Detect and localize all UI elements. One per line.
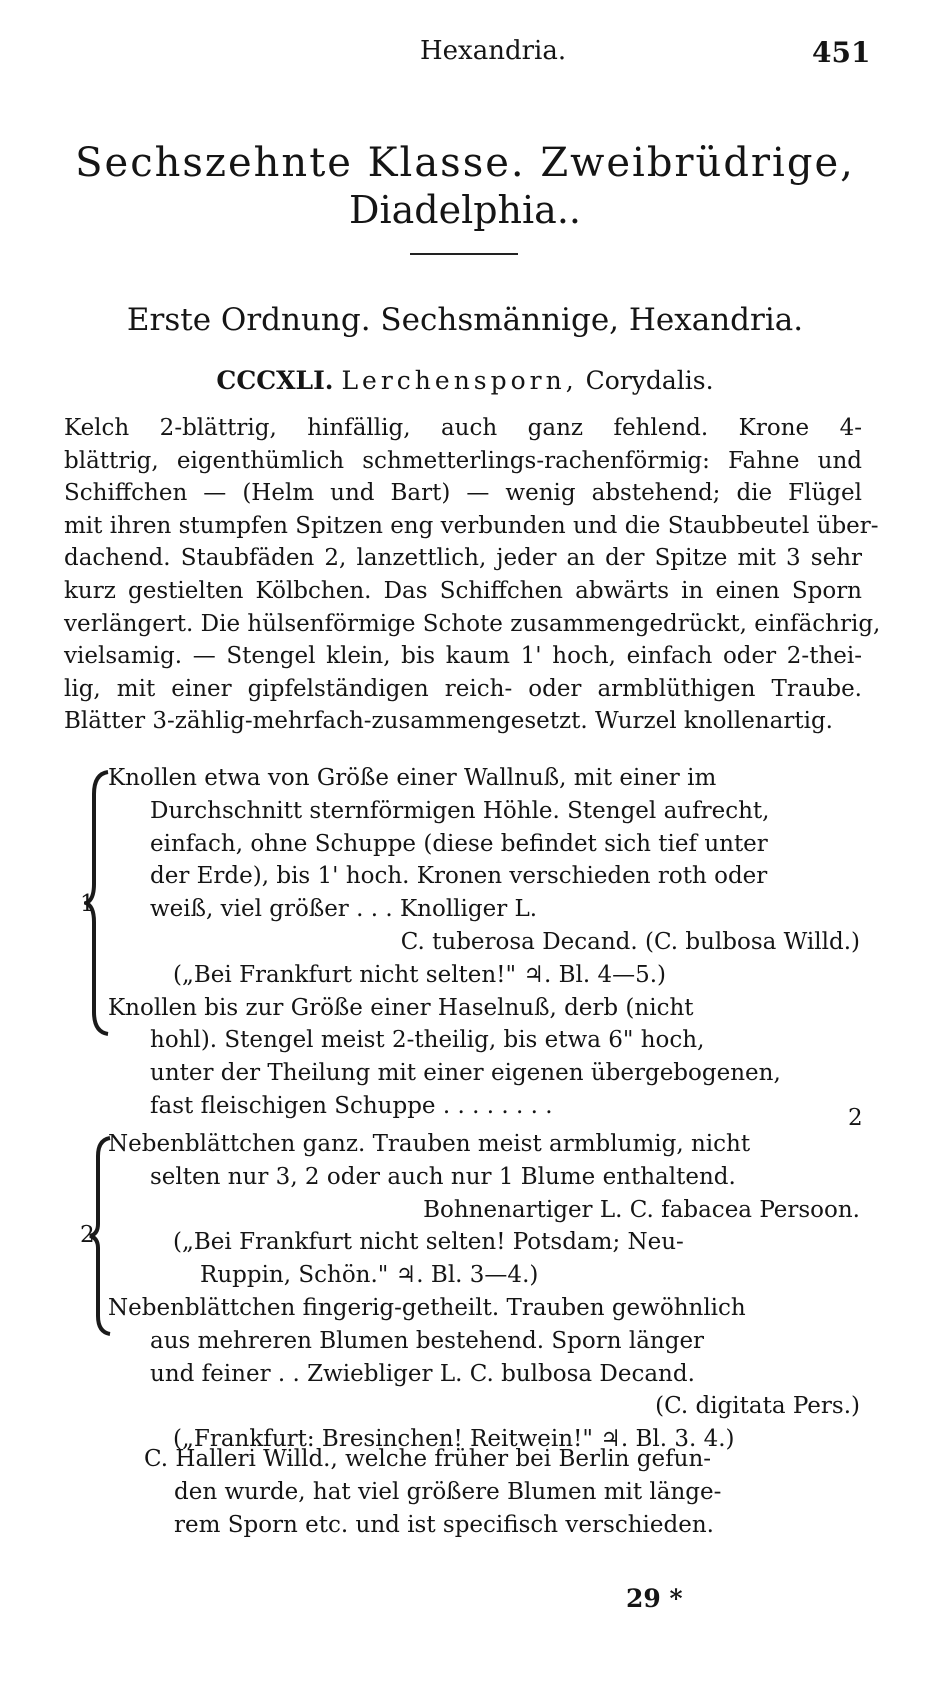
page-number: 451 — [812, 36, 871, 69]
couplet-2-number: 2 — [80, 1222, 95, 1248]
description-line: verlängert. Die hülsenförmige Schote zusammengedrückt, einfächrig, — [64, 610, 881, 637]
key-line: weiß, viel größer . . . Knolliger L. — [150, 896, 538, 923]
key-line: Knollen bis zur Größe einer Haselnuß, derb (nicht — [108, 994, 694, 1021]
remark-line: den wurde, hat viel größere Blumen mit länge- — [174, 1478, 722, 1505]
description-line: Schiffchen — (Helm und Bart) — wenig abstehend; die Flügel — [64, 480, 862, 507]
signature-mark: 29 * — [626, 1584, 683, 1613]
description-line: mit ihren stumpfen Spitzen eng verbunden und die Staubbeutel über- — [64, 512, 879, 539]
description-line: blättrig, eigenthümlich schmetterlings-rachenförmig: Fahne und — [64, 447, 862, 474]
genus-description — [64, 412, 881, 738]
genus-latin-name: Corydalis. — [585, 366, 714, 395]
genus-german-name: Lerchensporn, — [341, 366, 578, 395]
species-name: Bohnenartiger L. C. fabacea Persoon. — [423, 1196, 860, 1223]
description-line: vielsamig. — Stengel klein, bis kaum 1' hoch, einfach oder 2-thei- — [64, 643, 862, 670]
key-line: Knollen etwa von Größe einer Wallnuß, mit einer im — [108, 765, 717, 791]
species-synonym: (C. digitata Pers.) — [655, 1393, 860, 1420]
key-line: fast fleischigen Schuppe . . . . . . . . — [150, 1092, 553, 1119]
key-line: Durchschnitt sternförmigen Höhle. Stengel aufrecht, — [150, 797, 770, 824]
key-line: hohl). Stengel meist 2-theilig, bis etwa 6" hoch, — [150, 1027, 705, 1054]
key-couplet-1 — [108, 762, 860, 1123]
key-line: Nebenblättchen ganz. Trauben meist armblumig, nicht — [108, 1131, 751, 1157]
species-name: C. tuberosa Decand. (C. bulbosa Willd.) — [400, 928, 860, 955]
lead-reference-number: 2 — [848, 1105, 863, 1131]
description-line: dachend. Staubfäden 2, lanzettlich, jeder an der Spitze mit 3 sehr — [64, 545, 862, 572]
class-title-line-2: Diadelphia.. — [348, 188, 581, 232]
title-rule — [410, 253, 518, 255]
genus-number: CCCXLI. — [216, 366, 334, 395]
key-line: und feiner . . Zwiebliger L. C. bulbosa Decand. — [150, 1360, 695, 1387]
key-line: einfach, ohne Schuppe (diese befindet sich tief unter — [150, 830, 768, 857]
description-line: Kelch 2-blättrig, hinfällig, auch ganz fehlend. Krone 4- — [64, 415, 862, 441]
remark-line: C. Halleri Willd., welche früher bei Berlin gefun- — [144, 1446, 712, 1472]
locality-note: („Frankfurt: Bresinchen! Reitwein!" ♃. Bl. 3. 4.) — [173, 1426, 735, 1453]
order-heading: Erste Ordnung. Sechsmännige, Hexandria. — [126, 302, 804, 338]
running-head — [0, 36, 930, 76]
key-line: aus mehreren Blumen bestehend. Sporn länger — [150, 1327, 705, 1354]
running-title: Hexandria. — [420, 36, 567, 66]
description-line: kurz gestielten Kölbchen. Das Schiffchen abwärts in einen Sporn — [64, 577, 862, 604]
remark-line: rem Sporn etc. und ist specifisch verschieden. — [174, 1511, 714, 1538]
key-line: unter der Theilung mit einer eigenen übergebogenen, — [150, 1060, 781, 1087]
key-line: selten nur 3, 2 oder auch nur 1 Blume enthaltend. — [150, 1163, 736, 1190]
locality-note: („Bei Frankfurt nicht selten! Potsdam; Neu- — [173, 1229, 684, 1256]
description-line: lig, mit einer gipfelständigen reich- oder armblüthigen Traube. — [64, 675, 862, 702]
remark-paragraph — [144, 1443, 794, 1541]
genus-heading — [60, 366, 870, 395]
class-title-line-1: Sechszehnte Klasse. Zweibrüdrige, — [75, 140, 855, 186]
key-line: der Erde), bis 1' hoch. Kronen verschieden roth oder — [150, 863, 768, 890]
couplet-1-number: 1 — [80, 891, 95, 917]
locality-note: („Bei Frankfurt nicht selten!" ♃. Bl. 4—5.) — [173, 961, 667, 988]
description-line: Blätter 3-zählig-mehrfach-zusammengesetzt. Wurzel knollenartig. — [64, 708, 833, 735]
locality-note: Ruppin, Schön." ♃. Bl. 3—4.) — [200, 1262, 539, 1289]
key-line: Nebenblättchen fingerig-getheilt. Trauben gewöhnlich — [108, 1294, 746, 1321]
key-couplet-2 — [108, 1128, 860, 1456]
